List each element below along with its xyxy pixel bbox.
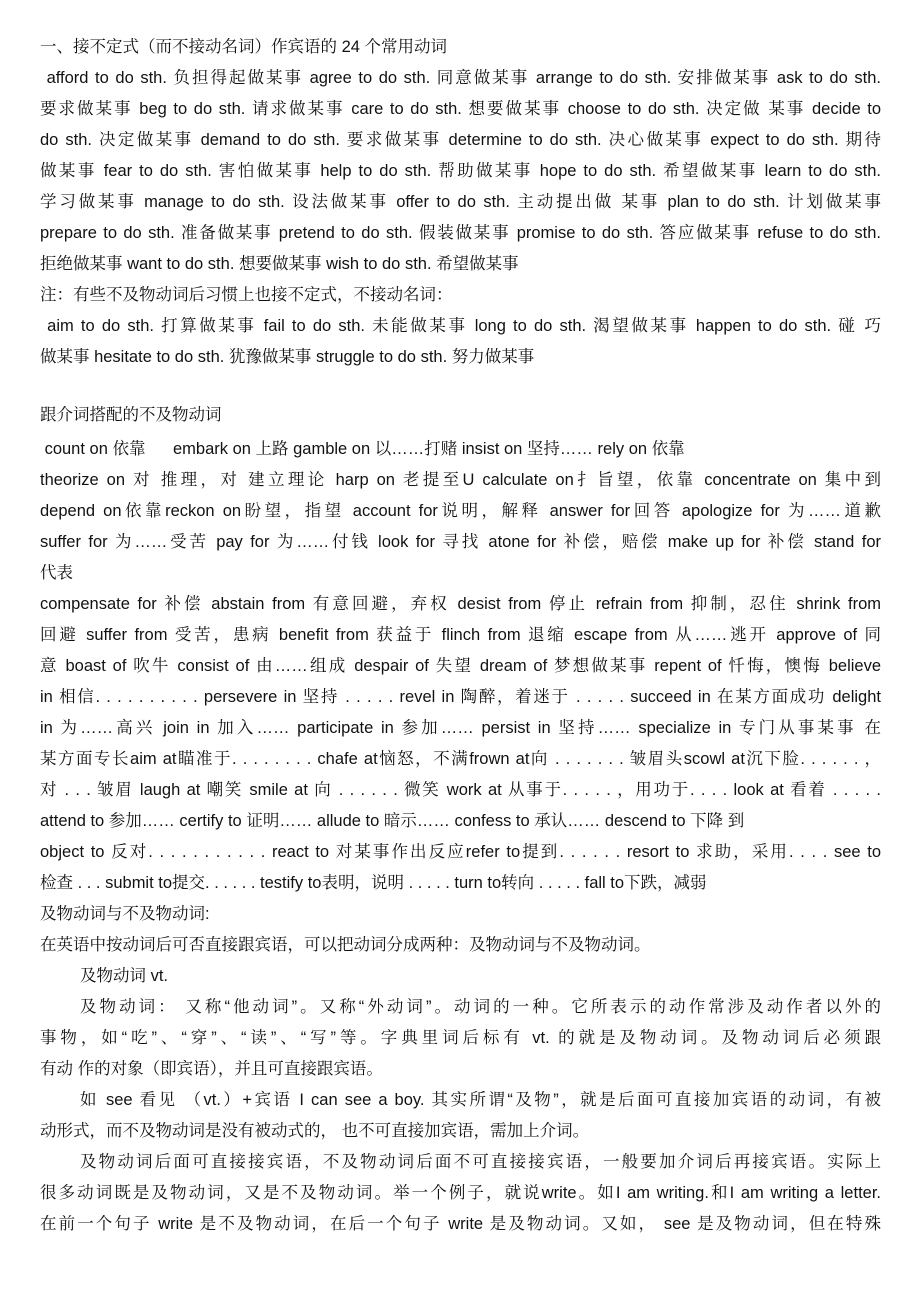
text-line: 对 . . . 皱眉 laugh at 嘲笑 smile at 向 . . . . . . 微笑 work at 从事于. . . . . ，用功于. . . . look at 看着 . . . . .: [40, 781, 881, 799]
text-line: do sth. 决定做某事 demand to do sth. 要求做某事 determine to do sth. 决心做某事 expect to do sth. 期待: [40, 131, 881, 149]
section-heading: 一、接不定式（而不接动名词）作宾语的 24 个常用动词: [40, 38, 448, 56]
text-line: 在英语中按动词后可否直接跟宾语，可以把动词分成两种：及物动词与不及物动词。: [40, 936, 651, 954]
text-line: 及物动词与不及物动词:: [40, 905, 210, 923]
section-heading: 跟介词搭配的不及物动词: [40, 406, 222, 424]
text-line: 在前一个句子 write 是不及物动词，在后一个句子 write 是及物动词。又如， see 是及物动词，但在特殊: [40, 1215, 881, 1233]
text-line: 回避 suffer from 受苦，患病 benefit from 获益于 flinch from 退缩 escape from 从……逃开 approve of 同: [40, 626, 881, 644]
text-line: count on 依靠 embark on 上路 gamble on 以……打赌 insist on 坚持…… rely on 依靠: [40, 440, 685, 458]
text-line: theorize on 对 推理，对 建立理论 harp on 老提至U calculate on扌旨望，依靠 concentrate on 集中到: [40, 471, 881, 489]
text-line: 及物动词 vt.: [80, 967, 169, 985]
text-line: 要求做某事 beg to do sth. 请求做某事 care to do sth. 想要做某事 choose to do sth. 决定做 某事 decide to: [40, 100, 881, 118]
text-line: 做某事 hesitate to do sth. 犹豫做某事 struggle to do sth. 努力做某事: [40, 348, 535, 366]
text-line: 学习做某事 manage to do sth. 设法做某事 offer to do sth. 主动提出做 某事 plan to do sth. 计划做某事: [40, 193, 881, 211]
text-line: 拒绝做某事 want to do sth. 想要做某事 wish to do sth. 希望做某事: [40, 255, 519, 273]
text-line: attend to 参加…… certify to 证明…… allude to 暗示…… confess to 承认…… descend to 下降 到: [40, 812, 745, 830]
text-line: 意 boast of 吹牛 consist of 由……组成 despair of 失望 dream of 梦想做某事 repent of 忏悔，懊悔 believe: [40, 657, 881, 675]
text-line: object to 反对. . . . . . . . . . . react to 对某事作出反应refer to提到. . . . . . resort to 求助，采用. . . . see to: [40, 843, 881, 861]
text-line: prepare to do sth. 准备做某事 pretend to do sth. 假装做某事 promise to do sth. 答应做某事 refuse to do sth.: [40, 224, 881, 242]
text-line: aim to do sth. 打算做某事 fail to do sth. 未能做某事 long to do sth. 渴望做某事 happen to do sth. 碰 巧: [40, 317, 881, 335]
text-line: depend on依靠reckon on盼望，指望 account for说明，解释 answer for回答 apologize for 为……道歉: [40, 502, 881, 520]
text-line: 做某事 fear to do sth. 害怕做某事 help to do sth. 帮助做某事 hope to do sth. 希望做某事 learn to do sth.: [40, 162, 881, 180]
text-line: suffer for 为……受苦 pay for 为……付钱 look for 寻找 atone for 补偿，赔偿 make up for 补偿 stand for: [40, 533, 881, 551]
text-line: 检查 . . . submit to提交. . . . . . testify to表明，说明 . . . . . turn to转向 . . . . . fall to下跌，减弱: [40, 874, 707, 892]
text-line: 代表: [40, 564, 73, 582]
text-line: afford to do sth. 负担得起做某事 agree to do sth. 同意做某事 arrange to do sth. 安排做某事 ask to do sth.: [40, 69, 881, 87]
text-line: 及物动词： 又称“他动词”。又称“外动词”。动词的一种。它所表示的动作常涉及动作者以外的: [80, 998, 881, 1016]
text-line: 如 see 看见 （vt.）+宾语 I can see a boy. 其实所谓“及物”，就是后面可直接加宾语的动词，有被: [80, 1091, 881, 1109]
text-line: 动形式，而不及物动词是没有被动式的， 也不可直接加宾语，需加上介词。: [40, 1122, 590, 1140]
text-line: in 为……高兴 join in 加入…… participate in 参加…… persist in 坚持…… specialize in 专门从事某事 在: [40, 719, 881, 737]
text-line: 很多动词既是及物动词，又是不及物动词。举一个例子，就说write。如I am writing.和I am writing a letter.: [40, 1184, 881, 1202]
text-line: 有动 作的对象（即宾语），并且可直接跟宾语。: [40, 1060, 383, 1078]
text-line: 注：有些不及物动词后习惯上也接不定式，不接动名词：: [40, 286, 453, 304]
text-line: 事物，如“吃”、“穿”、“读”、“写”等。字典里词后标有 vt. 的就是及物动词。及物动词后必须跟: [40, 1029, 881, 1047]
text-line: in 相信. . . . . . . . . . persevere in 坚持 . . . . . revel in 陶醉，着迷于 . . . . . succeed in 在某方面成功 delight: [40, 688, 881, 706]
document-body: [40, 34, 881, 1242]
text-line: compensate for 补偿 abstain from 有意回避，弃权 desist from 停止 refrain from 抑制，忍住 shrink from: [40, 595, 881, 613]
text-line: 及物动词后面可直接接宾语，不及物动词后面不可直接接宾语，一般要加介词后再接宾语。实际上: [80, 1153, 881, 1171]
text-line: 某方面专长aim at瞄准于. . . . . . . . chafe at恼怒，不满frown at向 . . . . . . . 皱眉头scowl at沉下脸. . . . . . ，: [40, 750, 881, 768]
